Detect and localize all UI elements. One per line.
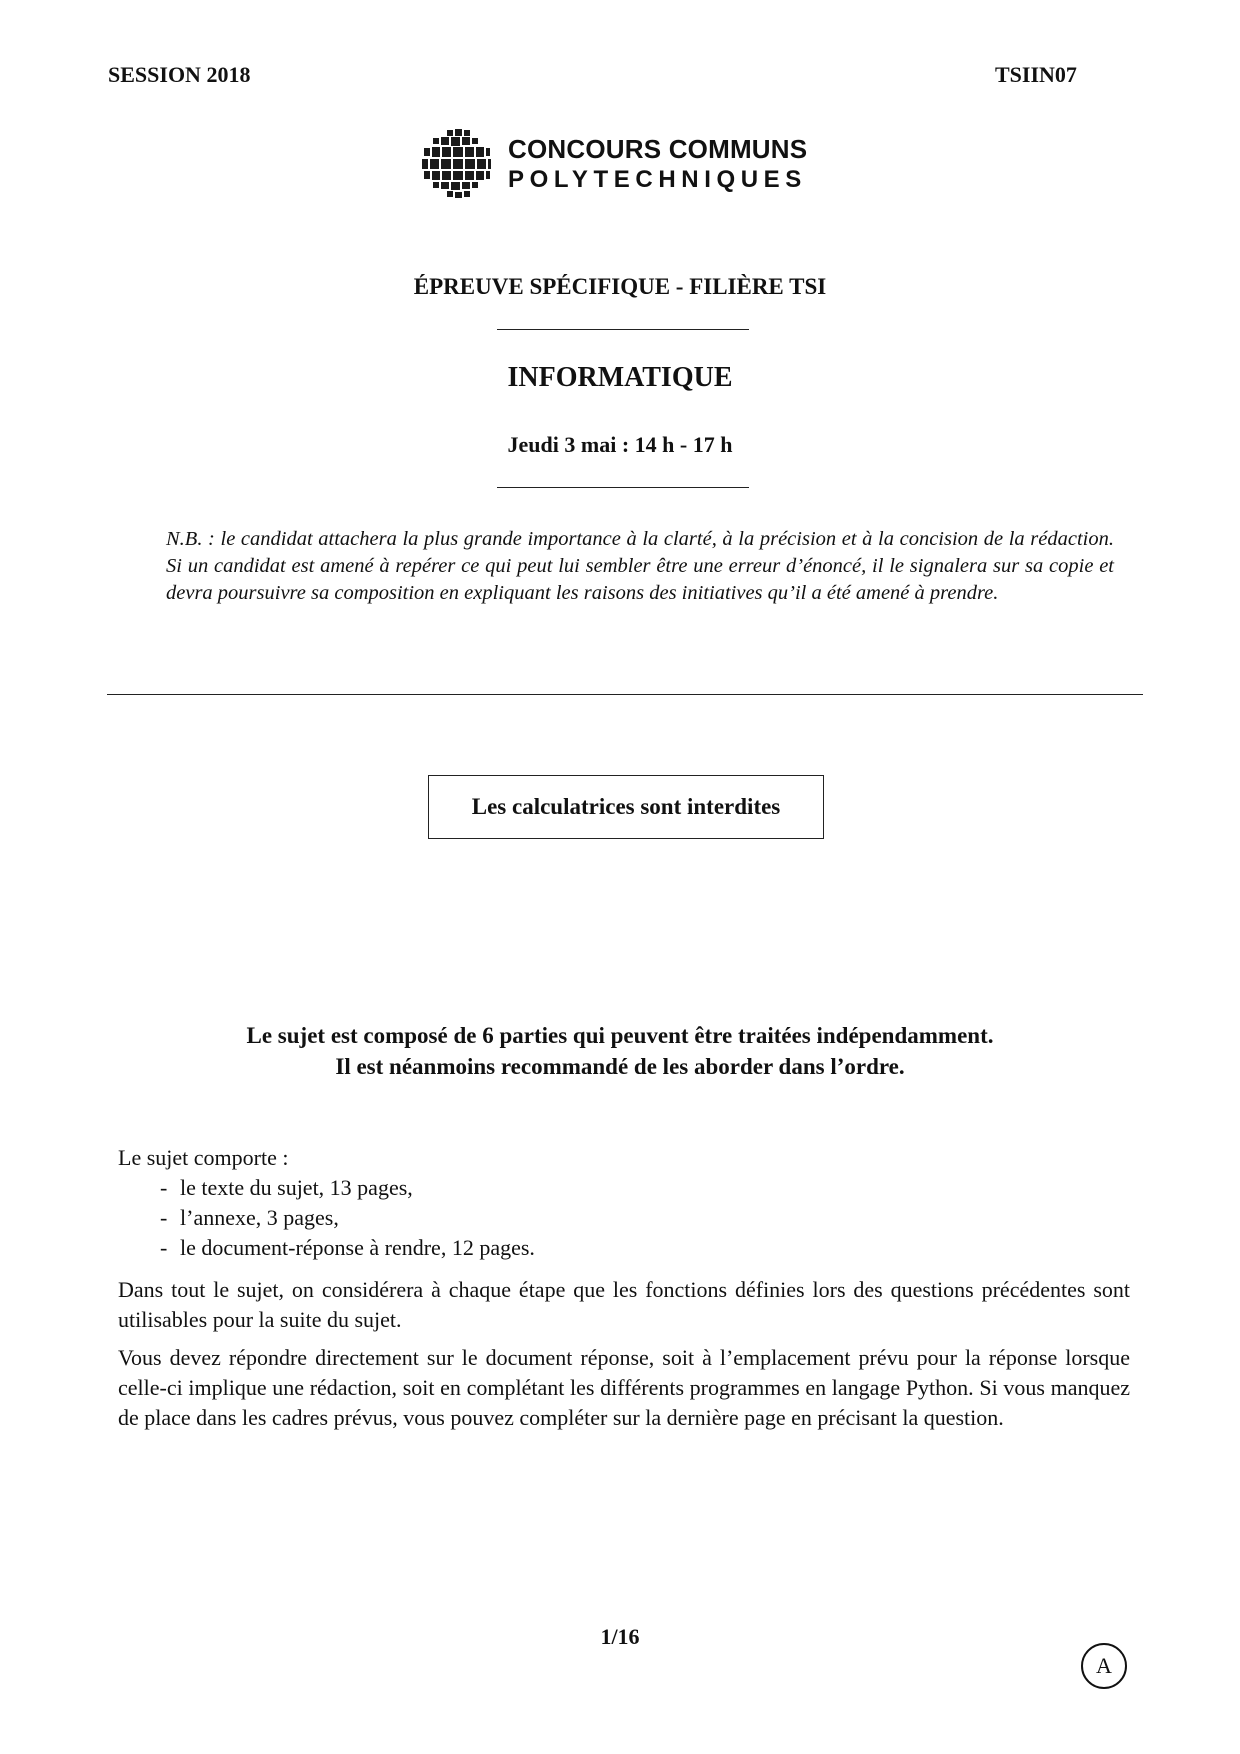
candidate-note: N.B. : le candidat attachera la plus grande importance à la clarté, à la précision et à la concision de la rédaction. Si un candidat est amené à repérer ce qui peut lui sembler être une erreur d’énoncé, il le signalera sur sa copie et devra poursuivre sa composition en expliquant les raisons des initiatives qu’il a été amené à prendre. bbox=[166, 528, 1114, 604]
composition-notice bbox=[0, 1020, 1240, 1082]
exam-type: ÉPREUVE SPÉCIFIQUE - FILIÈRE TSI bbox=[413, 274, 827, 299]
list-item: - le texte du sujet, 13 pages, bbox=[160, 1175, 413, 1200]
calculator-notice-box bbox=[428, 775, 824, 839]
exam-datetime: Jeudi 3 mai : 14 h - 17 h bbox=[507, 432, 733, 457]
contents-list bbox=[118, 1173, 1130, 1263]
logo-text-line1: CONCOURS COMMUNS bbox=[508, 134, 808, 164]
composition-line: Il est néanmoins recommandé de les aborder dans l’ordre. bbox=[335, 1054, 905, 1079]
page-number: 1/16 bbox=[600, 1624, 640, 1649]
divider bbox=[497, 487, 749, 488]
list-item: - l’annexe, 3 pages, bbox=[160, 1205, 339, 1230]
page-title: INFORMATIQUE bbox=[507, 362, 733, 393]
calculator-notice: Les calculatrices sont interdites bbox=[471, 794, 781, 819]
divider bbox=[497, 329, 749, 330]
globe-grid-icon bbox=[420, 128, 492, 200]
composition-line: Le sujet est composé de 6 parties qui peuvent être traitées indépendamment. bbox=[246, 1023, 994, 1048]
instructions bbox=[118, 1143, 1130, 1433]
paragraph: Dans tout le sujet, on considérera à chaque étape que les fonctions définies lors des questions précédentes sont utilisables pour la suite du sujet. bbox=[118, 1277, 1130, 1332]
divider bbox=[107, 694, 1143, 695]
logo-text-line2: POLYTECHNIQUES bbox=[508, 166, 807, 193]
logo bbox=[420, 128, 820, 200]
list-item: - le document-réponse à rendre, 12 pages. bbox=[160, 1235, 535, 1260]
exam-code: TSIIN07 bbox=[995, 62, 1077, 87]
contents-intro: Le sujet comporte : bbox=[118, 1145, 289, 1170]
variant-badge: A bbox=[1081, 1643, 1127, 1689]
session-label: SESSION 2018 bbox=[108, 62, 251, 87]
paragraph: Vous devez répondre directement sur le document réponse, soit à l’emplacement prévu pour la réponse lorsque celle-ci implique une rédaction, soit en complétant les différents programmes en langage Python. Si vous manquez de place dans les cadres prévus, vous pouvez compléter sur la dernière page en précisant la question. bbox=[118, 1345, 1130, 1430]
